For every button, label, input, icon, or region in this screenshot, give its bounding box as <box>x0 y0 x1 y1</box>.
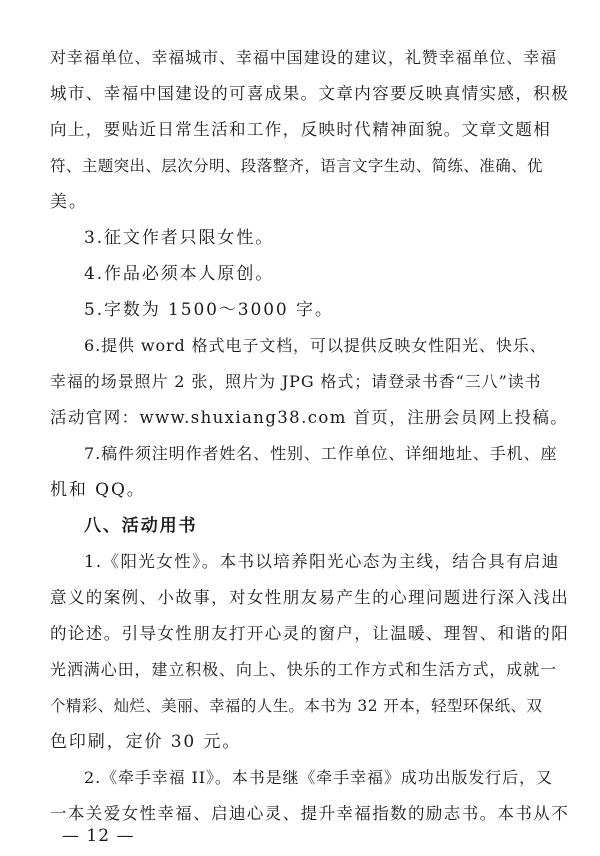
list-item: 1.《阳光女性》。本书以培养阳光心态为主线，结合具有启迪 <box>84 552 560 571</box>
list-item: 2.《牵手幸福 II》。本书是继《牵手幸福》成功出版发行后，又 <box>84 768 553 787</box>
page-number: — 12 — <box>62 826 135 846</box>
list-item: 7.稿件须注明作者姓名、性别、工作单位、详细地址、手机、座 <box>84 444 558 463</box>
list-item: 5.字数为 1500～3000 字。 <box>84 300 334 320</box>
text-line: 的论述。引导女性朋友打开心灵的窗户，让温暖、理智、和谐的阳 <box>50 624 570 643</box>
text-line: 活动官网：www.shuxiang38.com 首页，注册会员网上投稿。 <box>50 408 569 427</box>
text-line: 个精彩、灿烂、美丽、幸福的人生。本书为 32 开本，轻型环保纸、双 <box>50 697 543 715</box>
text-line: 一本关爱女性幸福、启迪心灵、提升幸福指数的励志书。本书从不 <box>50 804 570 823</box>
text-line: 色印刷，定价 30 元。 <box>50 732 242 752</box>
text-line: 对幸福单位、幸福城市、幸福中国建设的建议，礼赞幸福单位、幸福 <box>50 48 558 67</box>
text-line: 符、主题突出、层次分明、段落整齐，语言文字生动、简练、准确、优 <box>50 157 543 175</box>
list-item: 4.作品必须本人原创。 <box>84 264 275 284</box>
text-line: 城市、幸福中国建设的可喜成果。文章内容要反映真情实感，积极 <box>50 84 570 103</box>
text-line: 幸福的场景照片 2 张，照片为 JPG 格式；请登录书香“三八”读书 <box>50 372 542 391</box>
text-line: 意义的案例、小故事，对女性朋友易产生的心理问题进行深入浅出 <box>50 588 570 607</box>
list-item: 3.征文作者只限女性。 <box>84 228 275 248</box>
text-line: 光洒满心田，建立积极、向上、快乐的工作方式和生活方式，成就一 <box>50 660 558 679</box>
section-heading: 八、活动用书 <box>84 516 198 536</box>
text-line: 机和 QQ。 <box>50 480 146 500</box>
text-line: 向上，要贴近日常生活和工作，反映时代精神面貌。文章文题相 <box>50 120 552 139</box>
list-item: 6.提供 word 格式电子文档，可以提供反映女性阳光、快乐、 <box>84 336 547 355</box>
text-line: 美。 <box>50 192 88 212</box>
